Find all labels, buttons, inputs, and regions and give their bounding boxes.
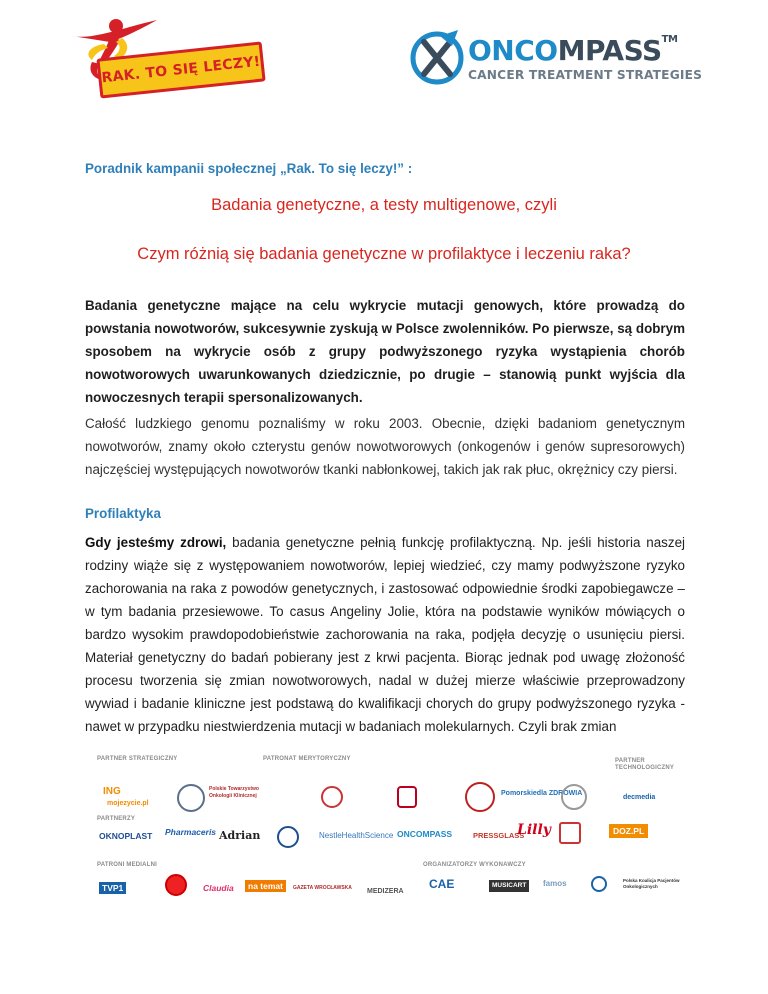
merit-patronage-label: PATRONAT MERYTORYCZNY bbox=[263, 756, 351, 762]
section-heading-profilaktyka: Profilaktyka bbox=[85, 506, 161, 521]
star-emblem-icon bbox=[561, 784, 587, 810]
prevention-body: badania genetyczne pełnią funkcję profilaktyczną. Np. jeśli historia naszej rodziny wiąże się z występowaniem nowotworów, lepiej wiedzieć, czy mamy podwyższone ryzyko zachorowania na raka z powodów genetycznych, i zastosować odpowiednie środki zapobiegawcze – w tym badania przesiewowe. To casus Angeliny Jolie, która na podstawie wyników mówiących o bardzo wysokim prawdopodobieństwie zachorowania na raka, podjęła decyzję o usunięciu piersi. Materiał genetyczny do badań pobierany jest z krwi pacjenta. Biorąc jednak pod uwagę złożoność procesu tworzenia się zmian nowotworowych, nadal w dużej mierze właściwie przeprowadzony wywiad i badanie kliniczne jest podstawą do kwalifikacji chorych do grupy podwyższonego ryzyka - nawet w przypadku niestwierdzenia mutacji w badaniach molekularnych. Czyli brak zmian bbox=[85, 535, 685, 734]
partner-logo-pharmaceris: Pharmaceris bbox=[165, 827, 217, 837]
partner-logo-famos: famos bbox=[543, 879, 567, 888]
cross-icon bbox=[397, 786, 417, 808]
trademark-mark: TM bbox=[661, 34, 678, 45]
oncompass-brand-bold: ONCO bbox=[468, 34, 558, 67]
partner-logo-claudia: Claudia bbox=[203, 883, 234, 893]
partner-logo-oknoplast: OKNOPLAST bbox=[99, 831, 153, 841]
partner-logo-pressglass: PRESSGLASS bbox=[473, 831, 525, 840]
partner-logo-musicart: MUSICART bbox=[489, 880, 529, 892]
partners-footer bbox=[85, 752, 685, 922]
prevention-paragraph bbox=[85, 531, 685, 738]
oncompass-wordmark bbox=[468, 34, 677, 67]
rak-to-sie-leczy-logo bbox=[62, 10, 262, 102]
compass-x-icon bbox=[410, 28, 464, 88]
tech-partner-label-2: TECHNOLOGICZNY bbox=[615, 765, 675, 771]
partner-logo-pkpo: Polska Koalicja Pacjentów Onkologicznych bbox=[623, 878, 680, 889]
rak-logo-text: RAK. TO SIĘ LECZY! bbox=[100, 53, 262, 87]
seal-icon bbox=[177, 784, 205, 812]
partner-logo-natemat: na temat bbox=[245, 880, 286, 892]
partner-logo-adrian: Adrian bbox=[219, 829, 261, 842]
guide-title: Poradnik kampanii społecznej „Rak. To się leczy!” : bbox=[85, 161, 413, 176]
document-subtitle: Czym różnią się badania genetyczne w profilaktyce i leczeniu raka? bbox=[137, 245, 631, 263]
intro-paragraph: Badania genetyczne mające na celu wykrycie mutacji genowych, które prowadzą do powstania nowotworów, sukcesywnie zyskują w Polsce zwolenników. Po pierwsze, są dobrym sposobem na wykrycie osób z grupy podwyższonego ryzyka wystąpienia chorób nowotworowych uwarunkowanych dziedzicznie, po drugie – stanowią punkt wyjścia dla nowoczesnych terapii spersonalizowanych. bbox=[85, 298, 685, 405]
partner-logo-cae: CAE bbox=[429, 877, 455, 891]
prevention-lead: Gdy jesteśmy zdrowi, bbox=[85, 535, 227, 550]
partner-logo-ptok: Polskie Towarzystwo Onkologii Klinicznej bbox=[209, 786, 259, 799]
oncompass-tagline: CANCER TREATMENT STRATEGIES bbox=[468, 68, 703, 82]
media-patrons-label: PATRONI MEDIALNI bbox=[97, 862, 157, 868]
partner-logo-pomorskie: Pomorskiedla ZDROWIA bbox=[501, 790, 583, 797]
oncompass-logo bbox=[410, 28, 703, 90]
organizers-label: ORGANIZATORZY WYKONAWCZY bbox=[423, 862, 526, 868]
partner-logo-lilly: Lilly bbox=[517, 822, 551, 838]
genome-paragraph: Całość ludzkiego genomu poznaliśmy w roku 2003. Obecnie, dzięki badaniom genetycznym nowotworów, znamy około czterystu genów nowotworowych (onkogenów i genów supresorowych) najczęściej występujących nowotworów tkanki nabłonkowej, takich jak rak płuc, okrężnicy czy piersi. bbox=[85, 416, 685, 477]
partners-label: PARTNERZY bbox=[97, 816, 136, 822]
partner-logo-tvp1: TVP1 bbox=[99, 882, 126, 894]
partner-logo-mojezycie: mojezycie.pl bbox=[107, 800, 149, 807]
aircraft-icon bbox=[277, 826, 299, 848]
emblem-icon bbox=[321, 786, 343, 808]
partner-logo-nestle: NestleHealthScience bbox=[319, 831, 394, 840]
oncompass-brand-light: MPASS bbox=[557, 34, 662, 67]
partner-logo-decmedia: decmedia bbox=[623, 794, 656, 801]
partner-logo-oncompass: ONCOMPASS bbox=[397, 829, 453, 839]
partner-logo-ing: ING bbox=[103, 786, 121, 797]
partner-logo-dozpl: DOZ.PL bbox=[609, 824, 648, 838]
strategic-partner-label: PARTNER STRATEGICZNY bbox=[97, 756, 178, 762]
eagle-emblem-icon bbox=[465, 782, 495, 812]
apple-icon bbox=[165, 874, 187, 896]
partner-logo-gazeta-wroclawska: GAZETA WROCŁAWSKA bbox=[293, 885, 352, 891]
tech-partner-label-1: PARTNER bbox=[615, 758, 645, 764]
coalition-icon bbox=[591, 876, 607, 892]
document-title: Badania genetyczne, a testy multigenowe, czyli bbox=[211, 196, 557, 214]
br-logo-icon bbox=[559, 822, 581, 844]
partner-logo-medizera: MEDIZERA bbox=[367, 888, 404, 895]
